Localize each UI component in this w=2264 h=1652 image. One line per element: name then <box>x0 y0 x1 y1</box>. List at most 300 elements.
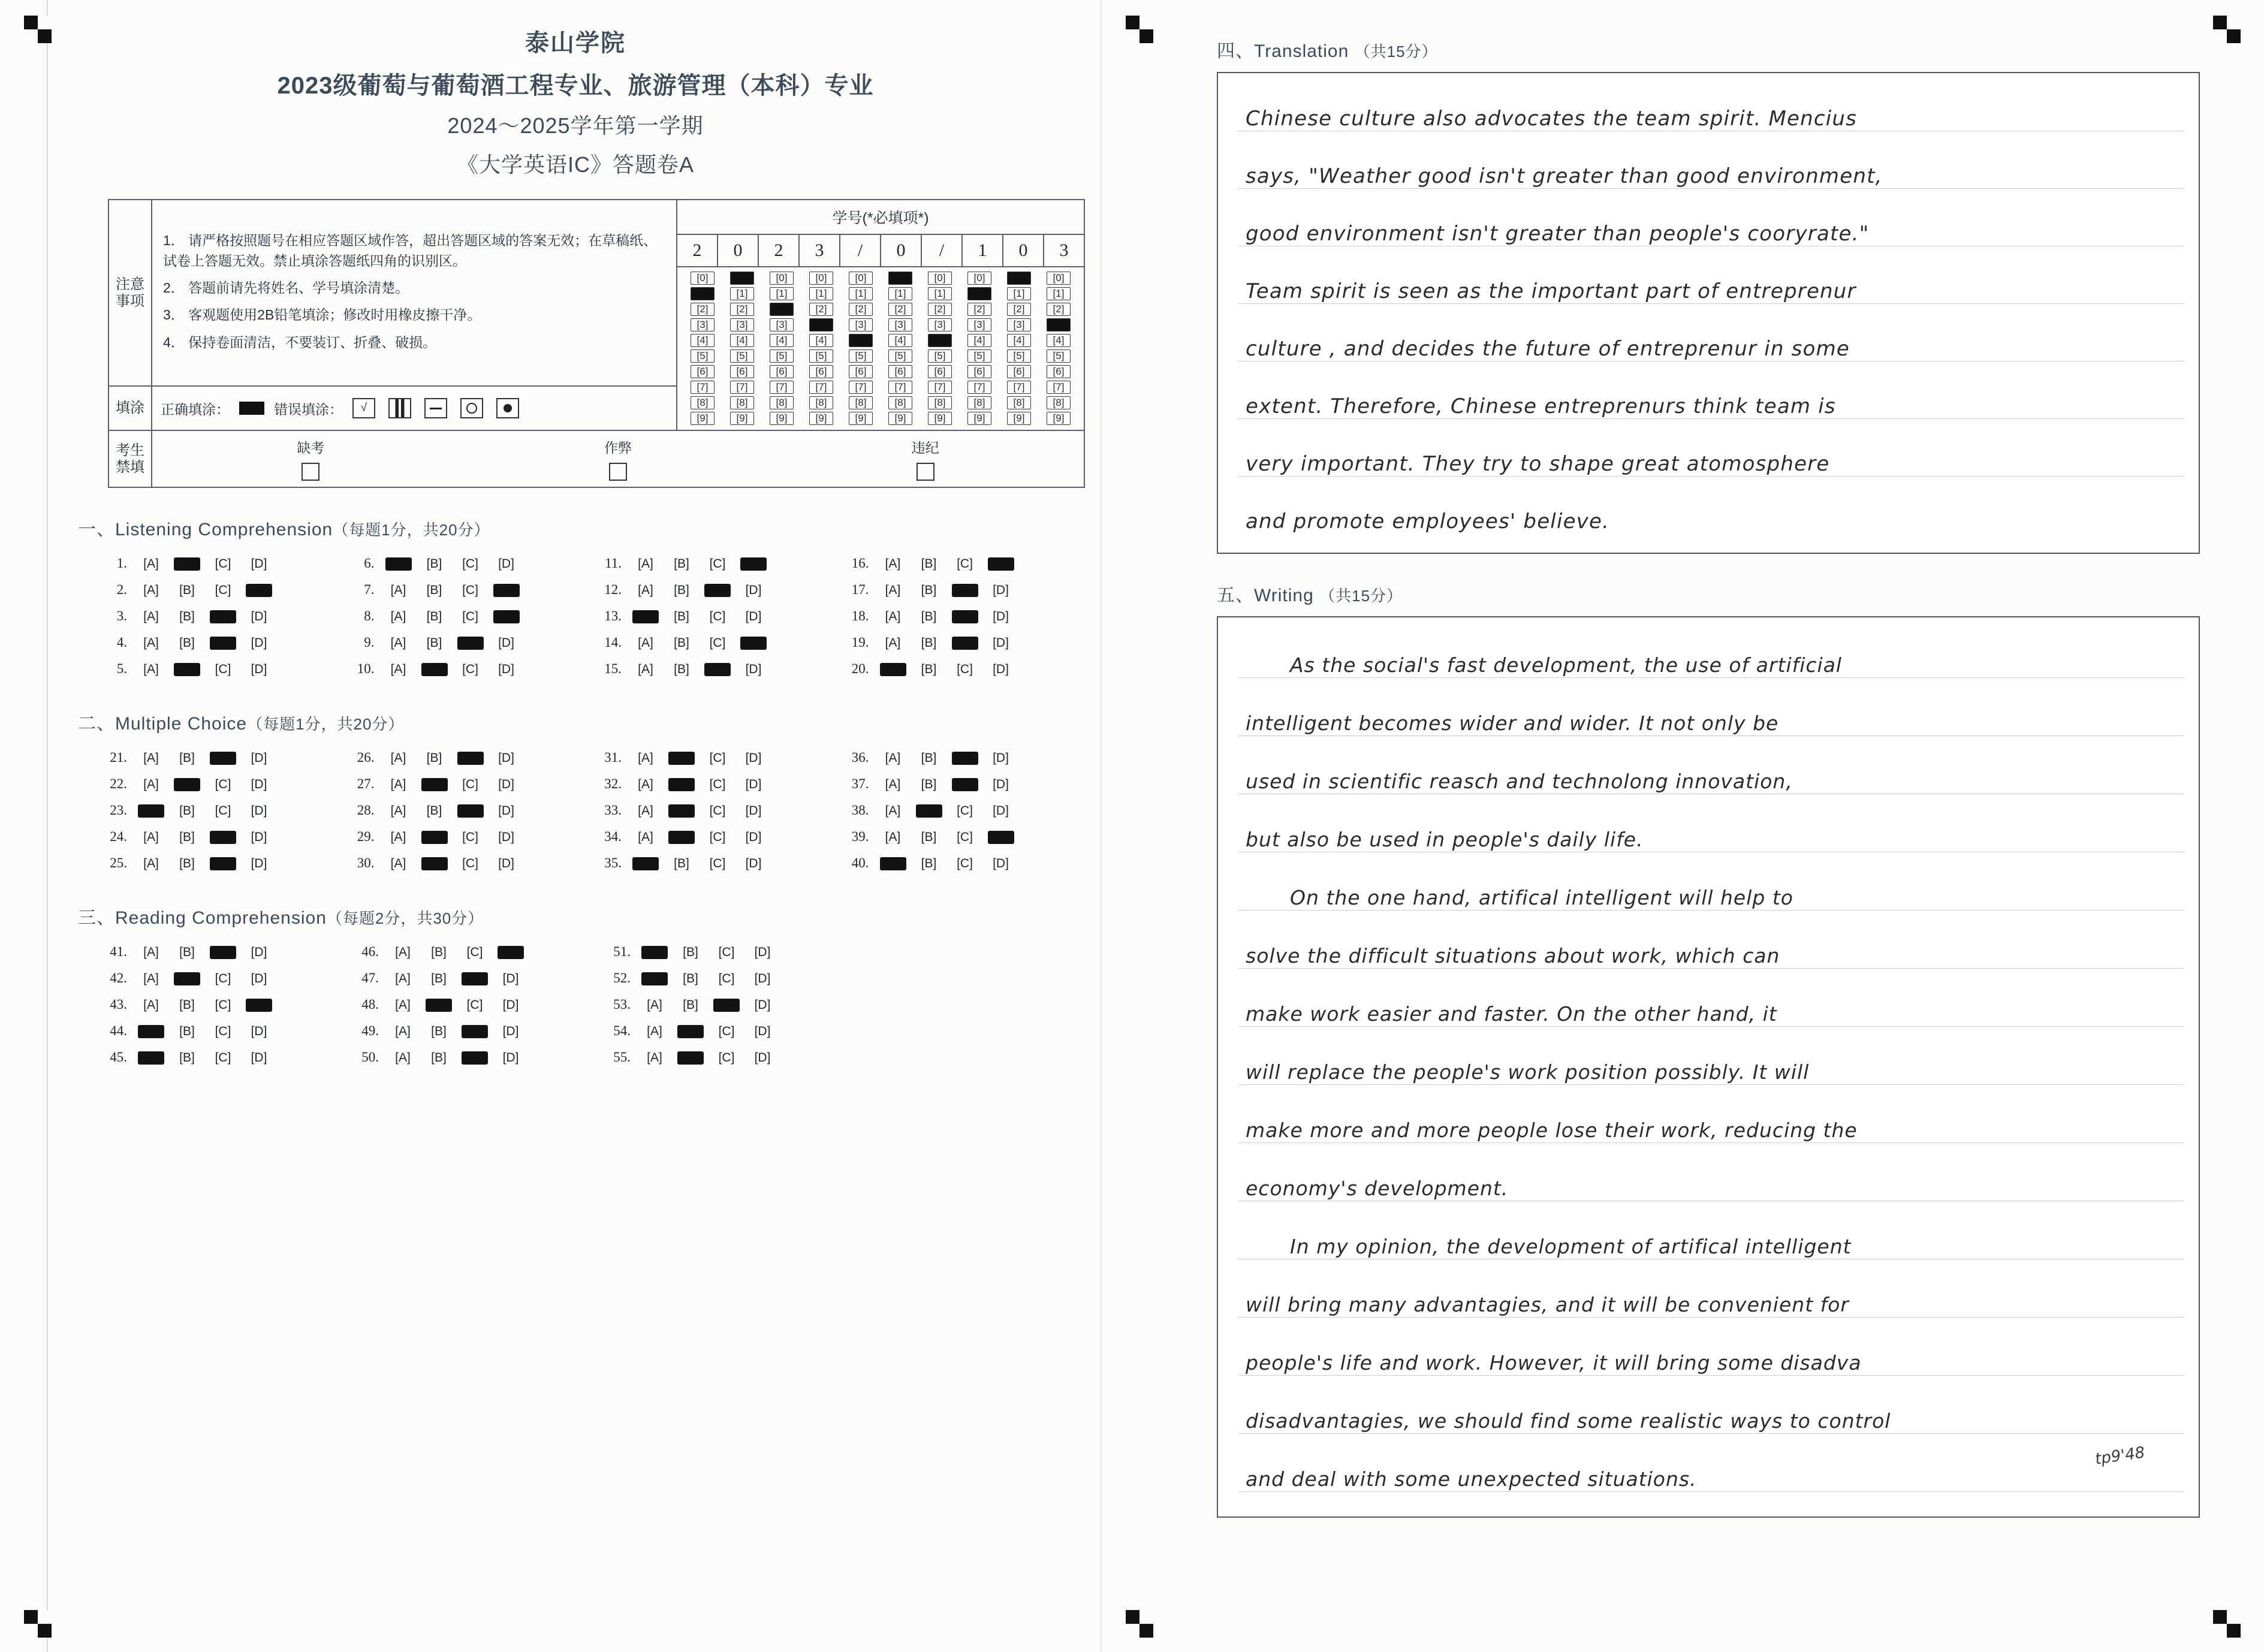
answer-bubble[interactable]: [D] <box>993 662 1009 676</box>
answer-bubble[interactable]: [C] <box>215 777 231 791</box>
student-id-bubble[interactable]: [8] <box>1047 396 1071 409</box>
answer-option[interactable] <box>417 582 453 598</box>
answer-option[interactable] <box>453 855 489 871</box>
answer-bubble[interactable]: [B] <box>677 1051 704 1065</box>
answer-bubble[interactable]: [D] <box>745 751 762 765</box>
answer-row[interactable] <box>832 850 1080 876</box>
answer-bubble[interactable]: [D] <box>251 972 267 985</box>
answer-option[interactable] <box>133 1050 169 1065</box>
answer-option[interactable] <box>453 661 489 677</box>
answer-bubble[interactable]: [A] <box>638 662 653 676</box>
answer-option[interactable] <box>381 750 417 765</box>
answer-row[interactable] <box>90 1018 342 1044</box>
answer-bubble[interactable]: [D] <box>251 777 267 791</box>
student-id-bubble[interactable]: [4] <box>691 334 715 347</box>
answer-row[interactable] <box>832 797 1080 824</box>
answer-option[interactable] <box>241 829 277 845</box>
answer-row[interactable] <box>90 850 337 876</box>
answer-option[interactable] <box>133 582 169 598</box>
answer-bubble[interactable]: [B] <box>421 663 448 676</box>
answer-option[interactable] <box>744 997 780 1012</box>
answer-option[interactable] <box>169 1023 205 1039</box>
answer-option[interactable] <box>700 855 735 871</box>
answer-row[interactable] <box>337 850 585 876</box>
student-id-bubble[interactable]: [0] <box>967 272 991 285</box>
answer-bubble[interactable]: [B] <box>683 945 698 959</box>
student-id-bubble[interactable]: [8] <box>967 396 991 409</box>
answer-option[interactable] <box>628 661 664 677</box>
answer-bubble[interactable]: [A] <box>638 830 653 844</box>
student-id-bubble[interactable]: [3] <box>1047 318 1071 331</box>
answer-option[interactable] <box>700 556 735 571</box>
answer-option[interactable] <box>381 855 417 871</box>
answer-option[interactable] <box>744 1050 780 1065</box>
answer-bubble[interactable]: [B] <box>426 999 452 1012</box>
answer-option[interactable] <box>417 803 453 818</box>
student-id-bubble[interactable]: [8] <box>770 396 794 409</box>
answer-bubble[interactable]: [A] <box>647 1024 662 1038</box>
answer-option[interactable] <box>169 635 205 650</box>
answer-bubble[interactable]: [B] <box>921 557 937 571</box>
student-id-bubble[interactable]: [0] <box>928 272 952 285</box>
answer-bubble[interactable]: [C] <box>462 1025 488 1038</box>
answer-row[interactable] <box>90 603 337 629</box>
answer-row[interactable] <box>593 1044 845 1071</box>
answer-option[interactable] <box>417 776 453 792</box>
answer-bubble[interactable]: [C] <box>957 857 973 870</box>
answer-row[interactable] <box>584 603 832 629</box>
student-id-bubble[interactable]: [4] <box>928 334 952 347</box>
answer-bubble[interactable]: [C] <box>709 777 726 791</box>
student-id-bubble[interactable]: [2] <box>691 303 715 316</box>
answer-bubble[interactable]: [D] <box>251 830 267 844</box>
answer-option[interactable] <box>744 970 780 986</box>
answer-option[interactable] <box>241 635 277 650</box>
answer-bubble[interactable]: [C] <box>215 583 231 597</box>
answer-bubble[interactable]: [A] <box>143 751 159 765</box>
student-id-bubble[interactable]: [9] <box>809 412 833 425</box>
answer-option[interactable] <box>133 776 169 792</box>
answer-bubble[interactable]: [C] <box>709 857 726 870</box>
answer-option[interactable] <box>664 635 700 650</box>
answer-option[interactable] <box>169 661 205 677</box>
answer-bubble[interactable]: [B] <box>431 972 447 985</box>
answer-option[interactable] <box>744 944 780 960</box>
student-id-bubble[interactable]: [6] <box>770 365 794 378</box>
answer-option[interactable] <box>169 776 205 792</box>
answer-bubble[interactable]: [D] <box>251 804 267 818</box>
answer-bubble[interactable]: [D] <box>251 945 267 959</box>
answer-option[interactable] <box>673 944 709 960</box>
answer-option[interactable] <box>911 635 947 650</box>
answer-option[interactable] <box>947 803 983 818</box>
answer-bubble[interactable]: [C] <box>704 663 731 676</box>
answer-bubble[interactable]: [C] <box>709 557 726 571</box>
answer-row[interactable] <box>584 577 832 603</box>
student-id-bubble[interactable]: [3] <box>809 318 833 331</box>
answer-bubble[interactable]: [A] <box>390 636 406 650</box>
answer-option[interactable] <box>453 635 489 650</box>
answer-bubble[interactable]: [A] <box>390 857 406 870</box>
answer-option[interactable] <box>947 635 983 650</box>
answer-option[interactable] <box>628 582 664 598</box>
answer-bubble[interactable]: [A] <box>395 972 411 985</box>
answer-bubble[interactable]: [B] <box>179 830 195 844</box>
answer-bubble[interactable]: [A] <box>143 830 159 844</box>
answer-option[interactable] <box>205 944 241 960</box>
answer-option[interactable] <box>205 803 241 818</box>
answer-bubble[interactable]: [D] <box>745 804 762 818</box>
answer-bubble[interactable]: [D] <box>498 777 514 791</box>
answer-option[interactable] <box>637 1023 673 1039</box>
answer-bubble[interactable]: [A] <box>143 945 159 959</box>
answer-row[interactable] <box>90 550 337 577</box>
answer-bubble[interactable]: [D] <box>988 831 1014 844</box>
answer-option[interactable] <box>983 608 1019 624</box>
answer-bubble[interactable]: [D] <box>993 751 1009 765</box>
answer-row[interactable] <box>584 797 832 824</box>
student-id-bubble[interactable]: [7] <box>809 381 833 394</box>
answer-row[interactable] <box>832 744 1080 771</box>
student-id-bubble[interactable]: [5] <box>770 349 794 363</box>
answer-bubble[interactable]: [D] <box>251 1051 267 1065</box>
answer-bubble[interactable]: [D] <box>498 946 524 959</box>
answer-option[interactable] <box>673 1023 709 1039</box>
answer-bubble[interactable]: [D] <box>993 636 1009 650</box>
answer-row[interactable] <box>90 577 337 603</box>
answer-bubble[interactable]: [A] <box>143 857 159 870</box>
writing-answer-box[interactable] <box>1217 616 2200 1518</box>
answer-bubble[interactable]: [C] <box>704 584 731 597</box>
answer-option[interactable] <box>453 608 489 624</box>
answer-row[interactable] <box>584 656 832 682</box>
answer-bubble[interactable]: [B] <box>426 636 442 650</box>
answer-option[interactable] <box>911 556 947 571</box>
answer-option[interactable] <box>489 855 524 871</box>
student-id-bubble[interactable]: [8] <box>888 396 912 409</box>
answer-row[interactable] <box>90 965 342 991</box>
answer-option[interactable] <box>381 608 417 624</box>
answer-option[interactable] <box>911 582 947 598</box>
student-id-bubble[interactable]: [2] <box>1047 303 1071 316</box>
answer-row[interactable] <box>832 656 1080 682</box>
answer-bubble[interactable]: [D] <box>502 998 519 1012</box>
answer-bubble[interactable]: [B] <box>921 636 937 650</box>
answer-row[interactable] <box>832 824 1080 850</box>
answer-bubble[interactable]: [D] <box>493 584 520 597</box>
answer-option[interactable] <box>205 1050 241 1065</box>
student-id-bubble[interactable]: [8] <box>1007 396 1031 409</box>
answer-option[interactable] <box>637 970 673 986</box>
answer-option[interactable] <box>664 829 700 845</box>
answer-option[interactable] <box>628 829 664 845</box>
answer-bubble[interactable]: [C] <box>215 804 231 818</box>
answer-option[interactable] <box>417 855 453 871</box>
answer-bubble[interactable]: [D] <box>745 857 762 870</box>
student-id-bubble[interactable]: [4] <box>730 334 754 347</box>
answer-option[interactable] <box>700 803 735 818</box>
answer-option[interactable] <box>735 829 771 845</box>
answer-bubble[interactable]: [D] <box>754 998 771 1012</box>
answer-bubble[interactable]: [C] <box>462 662 478 676</box>
student-id-bubble[interactable]: [2] <box>928 303 952 316</box>
student-id-bubble[interactable]: [7] <box>1007 381 1031 394</box>
answer-bubble[interactable]: [D] <box>498 636 514 650</box>
answer-option[interactable] <box>453 829 489 845</box>
answer-bubble[interactable]: [A] <box>647 998 662 1012</box>
answer-row[interactable] <box>832 771 1080 797</box>
answer-option[interactable] <box>735 608 771 624</box>
student-id-bubble[interactable]: [7] <box>849 381 873 394</box>
answer-option[interactable] <box>947 556 983 571</box>
answer-bubble[interactable]: [D] <box>498 557 514 571</box>
answer-option[interactable] <box>911 855 947 871</box>
answer-option[interactable] <box>664 776 700 792</box>
answer-option[interactable] <box>664 661 700 677</box>
answer-option[interactable] <box>673 997 709 1012</box>
answer-option[interactable] <box>709 997 744 1012</box>
student-id-bubble[interactable]: [1] <box>928 287 952 300</box>
student-id-bubble[interactable]: [2] <box>967 303 991 316</box>
answer-option[interactable] <box>489 829 524 845</box>
student-id-bubble[interactable]: [6] <box>691 365 715 378</box>
answer-bubble[interactable]: [C] <box>462 610 478 623</box>
student-id-bubble[interactable]: [9] <box>888 412 912 425</box>
student-id-bubble[interactable]: [9] <box>770 412 794 425</box>
answer-bubble[interactable]: [C] <box>215 972 231 985</box>
answer-option[interactable] <box>169 970 205 986</box>
answer-bubble[interactable]: [C] <box>210 857 236 870</box>
student-id-bubble[interactable]: [4] <box>770 334 794 347</box>
answer-bubble[interactable]: [C] <box>957 804 973 818</box>
student-id-bubble[interactable]: [1] <box>809 287 833 300</box>
answer-option[interactable] <box>911 750 947 765</box>
student-id-bubble[interactable]: [7] <box>928 381 952 394</box>
answer-option[interactable] <box>133 556 169 571</box>
student-id-bubble[interactable]: [5] <box>691 349 715 363</box>
answer-option[interactable] <box>493 944 529 960</box>
answer-option[interactable] <box>241 803 277 818</box>
answer-bubble[interactable]: [C] <box>952 610 978 623</box>
answer-row[interactable] <box>342 965 593 991</box>
answer-bubble[interactable]: [C] <box>457 637 484 650</box>
answer-bubble[interactable]: [A] <box>647 1051 662 1065</box>
answer-option[interactable] <box>735 750 771 765</box>
student-id-bubble[interactable]: [5] <box>888 349 912 363</box>
student-id-bubble[interactable]: [2] <box>849 303 873 316</box>
answer-option[interactable] <box>628 635 664 650</box>
student-id-bubble[interactable]: [1] <box>1007 287 1031 300</box>
answer-bubble[interactable]: [D] <box>993 777 1009 791</box>
answer-option[interactable] <box>417 750 453 765</box>
student-id-bubble[interactable]: [6] <box>888 365 912 378</box>
answer-option[interactable] <box>628 556 664 571</box>
answer-bubble[interactable]: [C] <box>466 945 483 959</box>
answer-bubble[interactable]: [D] <box>993 804 1009 818</box>
answer-bubble[interactable]: [D] <box>754 945 771 959</box>
answer-bubble[interactable]: [D] <box>498 662 514 676</box>
answer-bubble[interactable]: [C] <box>718 945 735 959</box>
answer-bubble[interactable]: [C] <box>462 830 478 844</box>
answer-option[interactable] <box>628 776 664 792</box>
answer-option[interactable] <box>735 582 771 598</box>
student-id-digit[interactable]: / <box>840 235 881 266</box>
answer-bubble[interactable]: [C] <box>215 1024 231 1038</box>
answer-bubble[interactable]: [A] <box>395 1024 411 1038</box>
answer-option[interactable] <box>133 997 169 1012</box>
answer-bubble[interactable]: [B] <box>921 610 937 623</box>
answer-bubble[interactable]: [B] <box>668 778 695 791</box>
answer-bubble[interactable]: [B] <box>179 857 195 870</box>
answer-option[interactable] <box>169 556 205 571</box>
answer-bubble[interactable]: [D] <box>754 972 771 985</box>
answer-bubble[interactable]: [C] <box>215 662 231 676</box>
student-id-bubble[interactable]: [5] <box>928 349 952 363</box>
answer-option[interactable] <box>453 750 489 765</box>
student-id-bubble[interactable]: [1] <box>730 287 754 300</box>
answer-bubble[interactable]: [B] <box>179 1024 195 1038</box>
answer-bubble[interactable]: [A] <box>641 972 668 985</box>
answer-bubble[interactable]: [A] <box>390 830 406 844</box>
answer-option[interactable] <box>453 776 489 792</box>
answer-bubble[interactable]: [A] <box>138 1025 164 1038</box>
answer-option[interactable] <box>983 855 1019 871</box>
answer-bubble[interactable]: [C] <box>713 999 740 1012</box>
answer-bubble[interactable]: [C] <box>215 998 231 1012</box>
answer-bubble[interactable]: [B] <box>668 804 695 818</box>
answer-option[interactable] <box>983 829 1019 845</box>
student-id-bubble-grid[interactable] <box>677 267 1084 430</box>
answer-option[interactable] <box>169 1050 205 1065</box>
student-id-bubble[interactable]: [0] <box>809 272 833 285</box>
student-id-bubble[interactable]: [9] <box>849 412 873 425</box>
answer-option[interactable] <box>700 829 735 845</box>
answer-option[interactable] <box>133 970 169 986</box>
answer-row[interactable] <box>337 797 585 824</box>
answer-option[interactable] <box>637 944 673 960</box>
answer-bubble[interactable]: [D] <box>498 830 514 844</box>
answer-bubble[interactable]: [B] <box>174 663 200 676</box>
answer-bubble[interactable]: [D] <box>493 610 520 623</box>
answer-row[interactable] <box>832 629 1080 656</box>
student-id-bubble[interactable]: [1] <box>967 287 991 300</box>
student-id-bubble[interactable]: [9] <box>1007 412 1031 425</box>
answer-option[interactable] <box>947 582 983 598</box>
answer-option[interactable] <box>637 1050 673 1065</box>
answer-option[interactable] <box>700 635 735 650</box>
answer-bubble[interactable]: [C] <box>952 752 978 765</box>
answer-option[interactable] <box>417 635 453 650</box>
answer-bubble[interactable]: [A] <box>143 636 159 650</box>
answer-bubble[interactable]: [B] <box>421 778 448 791</box>
student-id-bubble[interactable]: [3] <box>770 318 794 331</box>
answer-option[interactable] <box>205 855 241 871</box>
answer-bubble[interactable]: [A] <box>885 557 901 571</box>
answer-option[interactable] <box>453 803 489 818</box>
student-id-bubble[interactable]: [4] <box>809 334 833 347</box>
answer-option[interactable] <box>453 556 489 571</box>
answer-option[interactable] <box>169 829 205 845</box>
answer-option[interactable] <box>381 829 417 845</box>
answer-option[interactable] <box>241 661 277 677</box>
answer-option[interactable] <box>709 1023 744 1039</box>
student-id-bubble[interactable]: [0] <box>730 272 754 285</box>
answer-row[interactable] <box>90 939 342 965</box>
answer-option[interactable] <box>385 970 421 986</box>
answer-option[interactable] <box>875 608 911 624</box>
answer-bubble[interactable]: [A] <box>143 557 159 571</box>
answer-option[interactable] <box>381 803 417 818</box>
answer-option[interactable] <box>628 750 664 765</box>
answer-row[interactable] <box>593 1018 845 1044</box>
answer-option[interactable] <box>241 582 277 598</box>
student-id-digit[interactable]: 2 <box>759 235 800 266</box>
answer-bubble[interactable]: [D] <box>251 557 267 571</box>
answer-option[interactable] <box>205 608 241 624</box>
answer-bubble[interactable]: [A] <box>138 804 164 818</box>
answer-option[interactable] <box>875 803 911 818</box>
answer-option[interactable] <box>205 635 241 650</box>
answer-bubble[interactable]: [B] <box>179 804 195 818</box>
answer-bubble[interactable]: [A] <box>390 610 406 623</box>
answer-bubble[interactable]: [B] <box>179 998 195 1012</box>
answer-option[interactable] <box>133 661 169 677</box>
answer-bubble[interactable]: [B] <box>916 804 942 818</box>
answer-option[interactable] <box>735 776 771 792</box>
answer-bubble[interactable]: [C] <box>462 972 488 985</box>
answer-option[interactable] <box>205 750 241 765</box>
answer-option[interactable] <box>664 855 700 871</box>
answer-option[interactable] <box>385 1050 421 1065</box>
answer-bubble[interactable]: [B] <box>179 583 195 597</box>
student-id-digit[interactable]: 0 <box>718 235 759 266</box>
answer-option[interactable] <box>241 944 277 960</box>
answer-row[interactable] <box>584 850 832 876</box>
student-id-bubble[interactable]: [0] <box>849 272 873 285</box>
answer-option[interactable] <box>947 776 983 792</box>
answer-bubble[interactable]: [D] <box>740 557 767 571</box>
student-id-bubble[interactable]: [3] <box>691 318 715 331</box>
answer-bubble[interactable]: [A] <box>638 636 653 650</box>
answer-bubble[interactable]: [A] <box>390 751 406 765</box>
answer-bubble[interactable]: [A] <box>143 972 159 985</box>
answer-row[interactable] <box>584 744 832 771</box>
answer-bubble[interactable]: [B] <box>683 998 698 1012</box>
student-id-bubble[interactable]: [5] <box>809 349 833 363</box>
answer-option[interactable] <box>489 776 524 792</box>
answer-row[interactable] <box>90 824 337 850</box>
answer-option[interactable] <box>664 556 700 571</box>
answer-bubble[interactable]: [C] <box>215 1051 231 1065</box>
answer-row[interactable] <box>337 577 585 603</box>
answer-option[interactable] <box>735 661 771 677</box>
answer-bubble[interactable]: [D] <box>502 972 519 985</box>
answer-bubble[interactable]: [A] <box>880 663 906 676</box>
answer-row[interactable] <box>832 550 1080 577</box>
answer-option[interactable] <box>493 997 529 1012</box>
answer-option[interactable] <box>133 944 169 960</box>
ban-absent[interactable] <box>266 437 355 481</box>
answer-row[interactable] <box>342 939 593 965</box>
answer-bubble[interactable]: [A] <box>885 610 901 623</box>
answer-row[interactable] <box>337 656 585 682</box>
answer-bubble[interactable]: [C] <box>957 830 973 844</box>
answer-bubble[interactable]: [A] <box>885 777 901 791</box>
answer-bubble[interactable]: [C] <box>215 557 231 571</box>
answer-bubble[interactable]: [C] <box>957 662 973 676</box>
answer-option[interactable] <box>205 970 241 986</box>
answer-bubble[interactable]: [A] <box>395 998 411 1012</box>
